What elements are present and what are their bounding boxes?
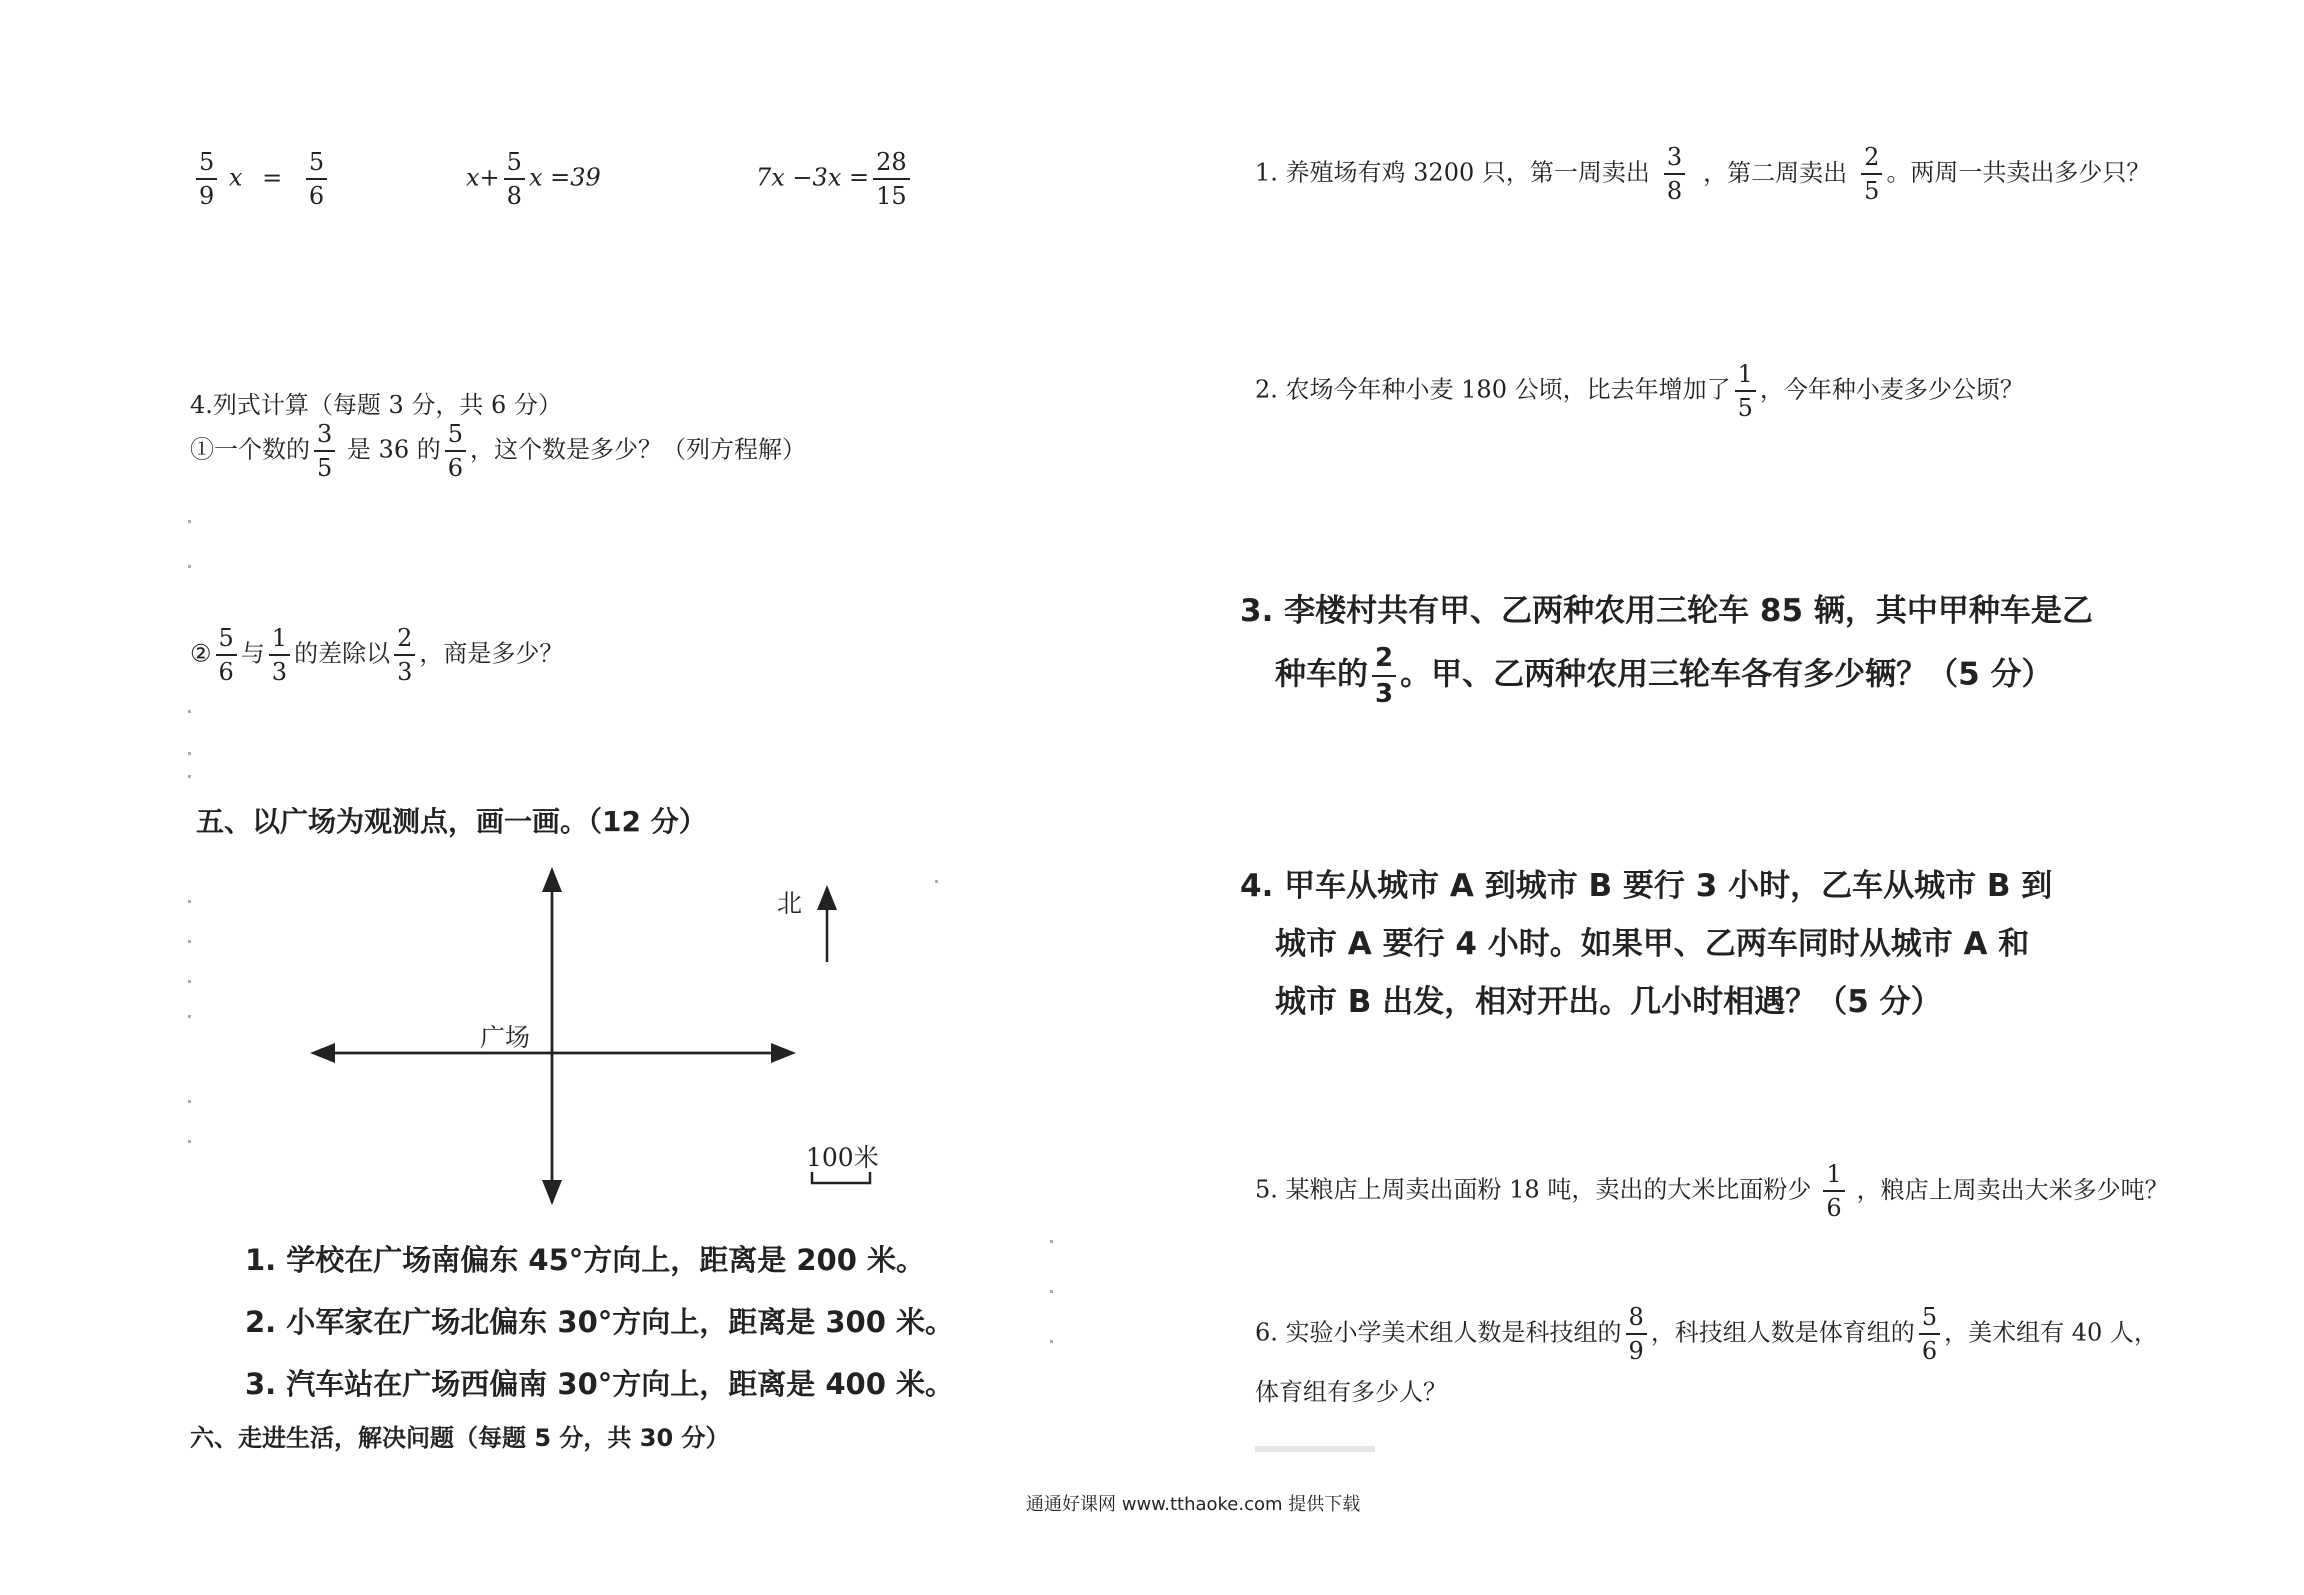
problem-5: 5. 某粮店上周卖出面粉 18 吨，卖出的大米比面粉少 $\frac{1}{6}$ ，粮店上周卖出大米多少吨？ (1255, 1160, 2169, 1222)
margin-dot (1050, 1340, 1053, 1343)
margin-dot (188, 900, 191, 903)
fraction: $\frac{8}{9}$ (1626, 1305, 1647, 1363)
section-5-title: 五、以广场为观测点，画一画。（12 分） (196, 805, 707, 838)
margin-dot (188, 1140, 191, 1143)
plaza-label: 广场 (480, 1023, 531, 1052)
section-6-title: 六、走进生活，解决问题（每题 5 分，共 30 分） (190, 1424, 730, 1452)
fraction: $\frac{28}{15}$ (873, 150, 910, 208)
fraction: $\frac{5}{6}$ (216, 626, 237, 684)
fraction: $\frac{1}{5}$ (1735, 362, 1756, 420)
margin-dot (1050, 1290, 1053, 1293)
section-4-title: 4.列式计算（每题 3 分，共 6 分） (190, 391, 562, 419)
question-4-1: ①一个数的 $\frac{3}{5}$ 是 36 的 $\frac{5}{6}$ ，这个数是多少？（列方程解） (190, 420, 806, 482)
fraction: $\frac{1}{6}$ (1823, 1162, 1844, 1220)
margin-dot (935, 880, 938, 883)
problem-6: 6. 实验小学美术组人数是科技组的 $\frac{8}{9}$ ，科技组人数是体育组的 $\frac{5}{6}$ ，美术组有 40 人， (1255, 1303, 2158, 1365)
problem-3-line-1: 3. 李楼村共有甲、乙两种农用三轮车 85 辆，其中甲种车是乙 (1240, 593, 2093, 629)
fraction: $\frac{2}{5}$ (1861, 145, 1882, 203)
margin-dot (188, 775, 191, 778)
question-4-2: ② $\frac{5}{6}$ 与 $\frac{1}{3}$ 的差除以 $\frac{2}{3}$ ，商是多少？ (190, 624, 564, 686)
problem-4-line-1: 4. 甲车从城市 A 到城市 B 要行 3 小时，乙车从城市 B 到 (1240, 868, 2053, 904)
margin-dot (188, 1015, 191, 1018)
margin-dot (188, 980, 191, 983)
fraction: $\frac{5}{6}$ (445, 422, 466, 480)
fraction: $\frac{2}{3}$ (1372, 645, 1396, 707)
margin-dot (188, 1100, 191, 1103)
problem-4-line-2: 城市 A 要行 4 小时。如果甲、乙两车同时从城市 A 和 (1275, 926, 2030, 962)
task-2: 2. 小军家在广场北偏东 30°方向上，距离是 300 米。 (245, 1305, 954, 1339)
margin-dot (1050, 1240, 1053, 1243)
equation-3: 7x −3x = $\frac{28}{15}$ (756, 150, 914, 208)
margin-dot (188, 710, 191, 713)
fraction: $\frac{5}{6}$ (306, 150, 327, 208)
footer-credit: 通通好课网 www.tthaoke.com 提供下载 (1026, 1494, 1361, 1515)
problem-6-line-2: 体育组有多少人？ (1255, 1378, 1447, 1406)
equation-2: x+ $\frac{5}{8}$ x =39 (466, 148, 601, 210)
fraction: $\frac{1}{3}$ (269, 626, 290, 684)
problem-4-line-3: 城市 B 出发，相对开出。几小时相遇？（5 分） (1275, 984, 1942, 1020)
task-3: 3. 汽车站在广场西偏南 30°方向上，距离是 400 米。 (245, 1367, 954, 1401)
task-1: 1. 学校在广场南偏东 45°方向上，距离是 200 米。 (245, 1243, 925, 1277)
fraction: $\frac{3}{5}$ (314, 422, 335, 480)
problem-2: 2. 农场今年种小麦 180 公顷，比去年增加了 $\frac{1}{5}$ ，今年种小麦多少公顷？ (1255, 360, 2024, 422)
margin-dot (188, 752, 191, 755)
fraction: $\frac{3}{8}$ (1664, 145, 1685, 203)
margin-dot (188, 565, 191, 568)
faint-smudge (1255, 1446, 1375, 1452)
scale-label: 100米 (806, 1143, 879, 1172)
equation-1: $\frac{5}{9}$ x = $\frac{5}{6}$ (192, 150, 331, 208)
problem-3-line-2: 种车的 $\frac{2}{3}$ 。甲、乙两种农用三轮车各有多少辆？（5 分） (1275, 643, 2053, 709)
fraction: $\frac{2}{3}$ (394, 626, 415, 684)
fraction: $\frac{5}{8}$ (504, 150, 525, 208)
margin-dot (188, 520, 191, 523)
fraction: $\frac{5}{9}$ (196, 150, 217, 208)
fraction: $\frac{5}{6}$ (1919, 1305, 1940, 1363)
north-label: 北 (777, 889, 803, 918)
margin-dot (188, 940, 191, 943)
problem-1: 1. 养殖场有鸡 3200 只，第一周卖出 $\frac{3}{8}$ ，第二周卖出 $\frac{2}{5}$ 。两周一共卖出多少只？ (1255, 143, 2151, 205)
